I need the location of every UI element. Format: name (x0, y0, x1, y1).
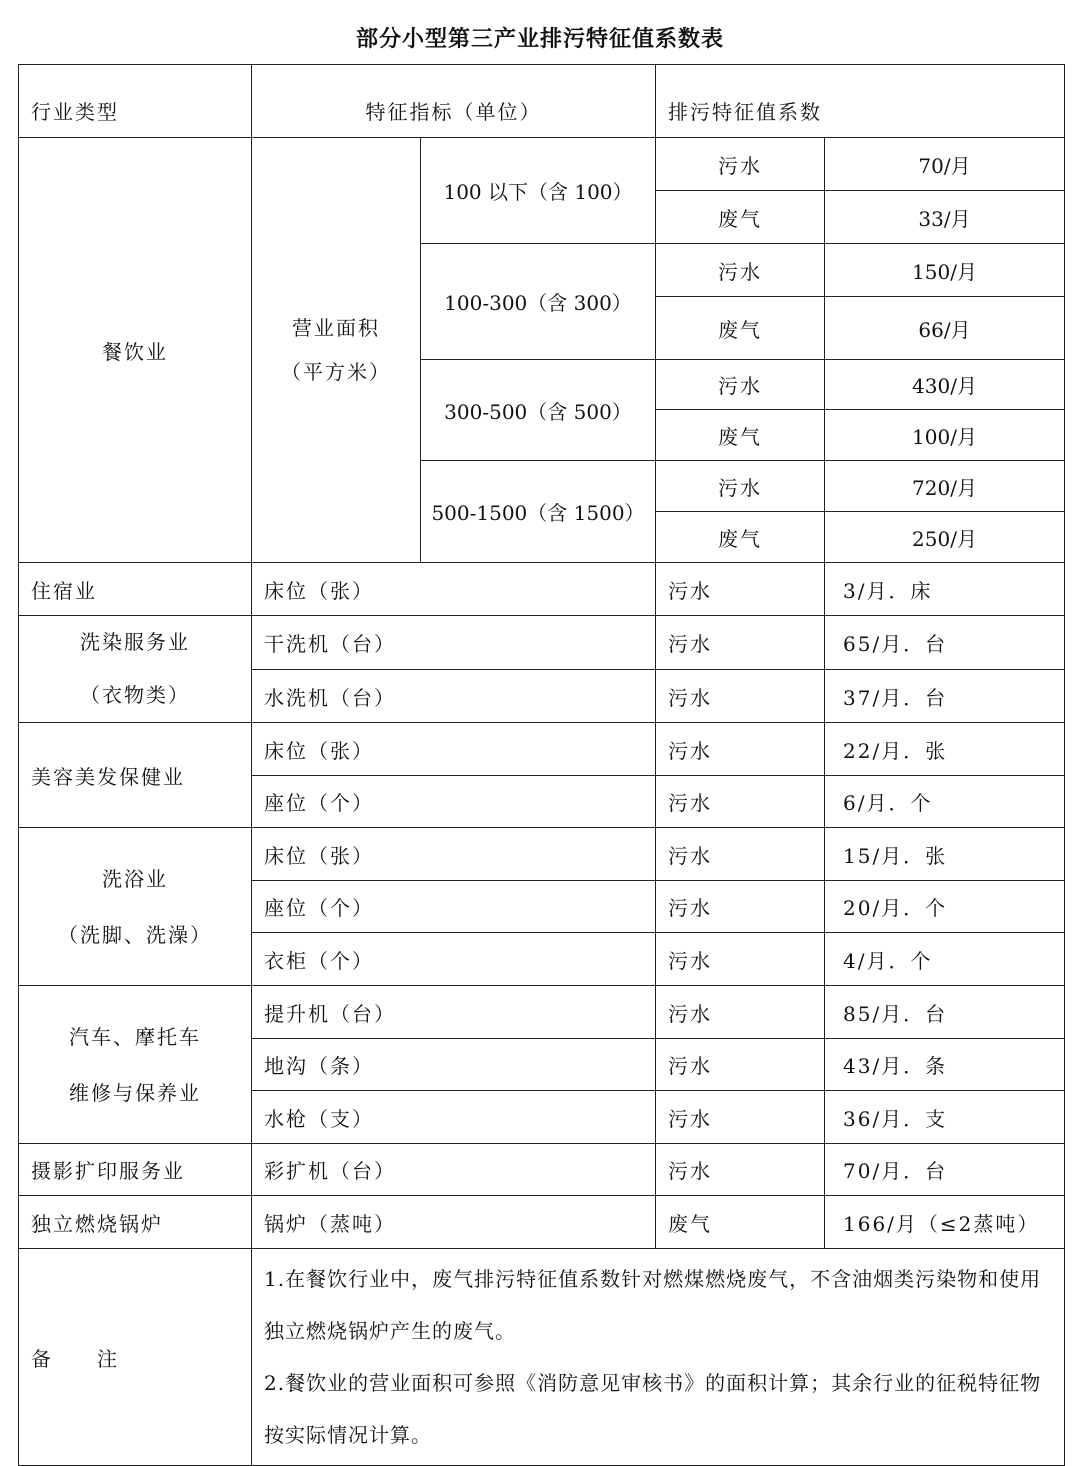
remarks-row (19, 1249, 1065, 1466)
coefficient-value: 85/月．台 (825, 986, 1065, 1039)
coefficient-value: 70/月 (825, 138, 1065, 191)
indicator: 彩扩机（台） (252, 1144, 656, 1196)
coefficient-value: 430/月 (825, 360, 1065, 410)
pollutant-type: 污水 (656, 723, 825, 776)
remarks-label: 备 注 (19, 1249, 252, 1466)
table-header-row (19, 65, 1065, 138)
indicator: 干洗机（台） (252, 616, 656, 670)
industry-label: 汽车、摩托车 (69, 1024, 201, 1049)
coefficient-value: 37/月．台 (825, 670, 1065, 723)
industry-sublabel: 维修与保养业 (69, 1080, 201, 1105)
pollutant-type: 污水 (656, 986, 825, 1039)
coefficient-value: 43/月．条 (825, 1039, 1065, 1091)
pollutant-type: 污水 (656, 776, 825, 828)
indicator: 床位（张） (252, 828, 656, 881)
header-coefficient: 排污特征值系数 (656, 65, 1065, 138)
coefficient-value: 250/月 (825, 512, 1065, 563)
coefficient-value: 15/月．张 (825, 828, 1065, 881)
table-row (19, 138, 1065, 191)
coefficient-value: 70/月．台 (825, 1144, 1065, 1196)
pollutant-type: 废气 (656, 297, 825, 360)
area-range: 100-300（含 300） (421, 244, 656, 360)
pollutant-type: 污水 (656, 828, 825, 881)
coefficient-value: 3/月．床 (825, 563, 1065, 616)
indicator: 床位（张） (252, 563, 656, 616)
pollutant-type: 污水 (656, 1091, 825, 1144)
pollutant-type: 废气 (656, 410, 825, 461)
coefficient-value: 36/月．支 (825, 1091, 1065, 1144)
coefficient-value: 66/月 (825, 297, 1065, 360)
coefficient-value: 166/月（≤2蒸吨） (825, 1196, 1065, 1249)
industry-label: 洗染服务业 (80, 630, 190, 654)
pollutant-type: 污水 (656, 1144, 825, 1196)
remark-note-2: 2.餐饮业的营业面积可参照《消防意见审核书》的面积计算；其余行业的征税特征物按实际情况计算。 (264, 1371, 1042, 1447)
pollutant-type: 污水 (656, 881, 825, 933)
remark-note-1: 1.在餐饮行业中，废气排污特征值系数针对燃煤燃烧废气，不含油烟类污染物和使用独立燃烧锅炉产生的废气。 (264, 1267, 1042, 1343)
pollutant-type: 污水 (656, 244, 825, 297)
industry-sublabel: （洗脚、洗澡） (58, 922, 212, 947)
industry-lodging: 住宿业 (19, 563, 252, 616)
industry-catering: 餐饮业 (19, 138, 252, 563)
pollutant-type: 污水 (656, 1039, 825, 1091)
indicator-business-area (252, 138, 421, 563)
indicator: 座位（个） (252, 881, 656, 933)
coefficient-value: 6/月．个 (825, 776, 1065, 828)
coefficient-value: 150/月 (825, 244, 1065, 297)
pollutant-type: 废气 (656, 512, 825, 563)
indicator: 地沟（条） (252, 1039, 656, 1091)
coefficient-value: 65/月．台 (825, 616, 1065, 670)
indicator-area-unit: （平方米） (281, 360, 391, 384)
pollutant-type: 污水 (656, 138, 825, 191)
coefficient-value: 33/月 (825, 191, 1065, 244)
header-indicator: 特征指标（单位） (252, 65, 656, 138)
area-range: 300-500（含 500） (421, 360, 656, 461)
industry-bathing (19, 828, 252, 986)
table-row (19, 723, 1065, 776)
pollutant-type: 废气 (656, 191, 825, 244)
table-row (19, 1196, 1065, 1249)
industry-beauty: 美容美发保健业 (19, 723, 252, 828)
table-row (19, 1144, 1065, 1196)
remarks-content (252, 1249, 1065, 1466)
pollutant-type: 污水 (656, 461, 825, 512)
indicator: 水洗机（台） (252, 670, 656, 723)
industry-laundry (19, 616, 252, 723)
pollutant-type: 污水 (656, 616, 825, 670)
table-row (19, 616, 1065, 670)
table-row (19, 563, 1065, 616)
indicator: 床位（张） (252, 723, 656, 776)
table-row (19, 828, 1065, 881)
table-row (19, 986, 1065, 1039)
coefficient-value: 22/月．张 (825, 723, 1065, 776)
pollutant-type: 废气 (656, 1196, 825, 1249)
pollutant-type: 污水 (656, 670, 825, 723)
industry-photo: 摄影扩印服务业 (19, 1144, 252, 1196)
indicator: 锅炉（蒸吨） (252, 1196, 656, 1249)
emission-coefficient-table (18, 64, 1065, 1466)
indicator: 衣柜（个） (252, 933, 656, 986)
industry-label: 洗浴业 (102, 866, 168, 891)
indicator: 座位（个） (252, 776, 656, 828)
indicator-area-label: 营业面积 (292, 316, 380, 340)
industry-boiler: 独立燃烧锅炉 (19, 1196, 252, 1249)
coefficient-value: 20/月．个 (825, 881, 1065, 933)
industry-sublabel: （衣物类） (80, 683, 190, 707)
area-range: 500-1500（含 1500） (421, 461, 656, 563)
page-title: 部分小型第三产业排污特征值系数表 (355, 27, 724, 52)
coefficient-value: 4/月．个 (825, 933, 1065, 986)
indicator: 提升机（台） (252, 986, 656, 1039)
coefficient-value: 100/月 (825, 410, 1065, 461)
coefficient-value: 720/月 (825, 461, 1065, 512)
header-industry: 行业类型 (19, 65, 252, 138)
pollutant-type: 污水 (656, 360, 825, 410)
indicator: 水枪（支） (252, 1091, 656, 1144)
pollutant-type: 污水 (656, 563, 825, 616)
pollutant-type: 污水 (656, 933, 825, 986)
area-range: 100 以下（含 100） (421, 138, 656, 244)
industry-auto-repair (19, 986, 252, 1144)
